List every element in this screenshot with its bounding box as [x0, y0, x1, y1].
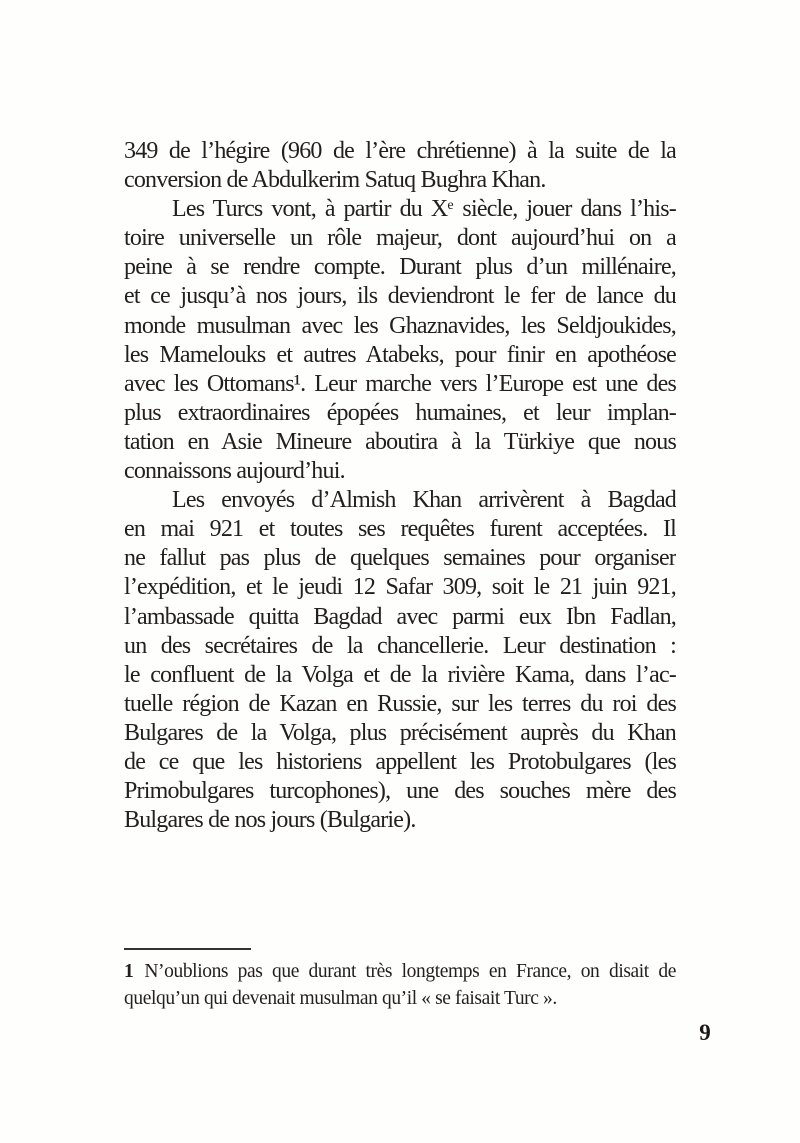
paragraph-2: [124, 195, 676, 486]
text-line: monde musulman avec les Ghaznavides, les Seldjoukides,: [124, 312, 676, 339]
text-line: l’ambassade quitta Bagdad avec parmi eux Ibn Fadlan,: [124, 603, 676, 630]
text-line: de ce que les historiens appellent les Protobulgares (les: [124, 748, 676, 775]
text-line: connaissons aujourd’hui.: [124, 458, 345, 485]
text-line: conversion de Abdulkerim Satuq Bughra Khan.: [124, 167, 546, 194]
text-line: tation en Asie Mineure aboutira à la Türkiye que nous: [124, 428, 676, 455]
text-line: toire universelle un rôle majeur, dont aujourd’hui on a: [124, 225, 676, 252]
text-segment: siècle, jouer dans l’his-: [453, 196, 676, 223]
text-line: Bulgares de la Volga, plus précisément auprès du Khan: [124, 719, 676, 746]
paragraph-1: [124, 137, 676, 195]
superscript-ordinal: e: [447, 198, 454, 214]
text-line: [124, 195, 676, 224]
footnote: [124, 958, 676, 1012]
paragraph-3: [124, 486, 676, 835]
footnote-text: N’oublions pas que durant très longtemps en France, on disait de: [144, 961, 676, 982]
text-segment: Les Turcs vont, à partir du X: [172, 196, 448, 223]
text-line: Les envoyés d’Almish Khan arrivèrent à Bagdad: [172, 487, 676, 514]
text-line: les Mamelouks et autres Atabeks, pour finir en apothéose: [124, 341, 676, 368]
text-line: peine à se rendre compte. Durant plus d’un millénaire,: [124, 254, 676, 281]
text-line: tuelle région de Kazan en Russie, sur les terres du roi des: [124, 690, 676, 717]
page-text: [124, 137, 676, 835]
footnote-number: 1: [124, 961, 134, 982]
text-line: ne fallut pas plus de quelques semaines pour organiser: [124, 545, 676, 572]
text-line: Primobulgares turcophones), une des souches mère des: [124, 778, 676, 805]
text-line: 349 de l’hégire (960 de l’ère chrétienne) à la suite de la: [124, 138, 676, 164]
text-line: un des secrétaires de la chancellerie. Leur destination :: [124, 632, 676, 659]
text-line: plus extraordinaires épopées humaines, et leur implan-: [124, 399, 676, 426]
footnote-line: [124, 958, 676, 985]
text-line: Bulgares de nos jours (Bulgarie).: [124, 807, 416, 834]
text-line: en mai 921 et toutes ses requêtes furent acceptées. Il: [124, 516, 676, 543]
text-line: le confluent de la Volga et de la rivière Kama, dans l’ac-: [124, 661, 676, 688]
footnote-separator-line: [124, 948, 251, 950]
text-line: et ce jusqu’à nos jours, ils deviendront le fer de lance du: [124, 283, 676, 310]
page-number: 9: [699, 1020, 711, 1045]
text-line: avec les Ottomans¹. Leur marche vers l’Europe est une des: [124, 370, 676, 397]
text-line: l’expédition, et le jeudi 12 Safar 309, soit le 21 juin 921,: [124, 574, 676, 601]
footnote-line: quelqu’un qui devenait musulman qu’il « se faisait Turc ».: [124, 988, 557, 1009]
